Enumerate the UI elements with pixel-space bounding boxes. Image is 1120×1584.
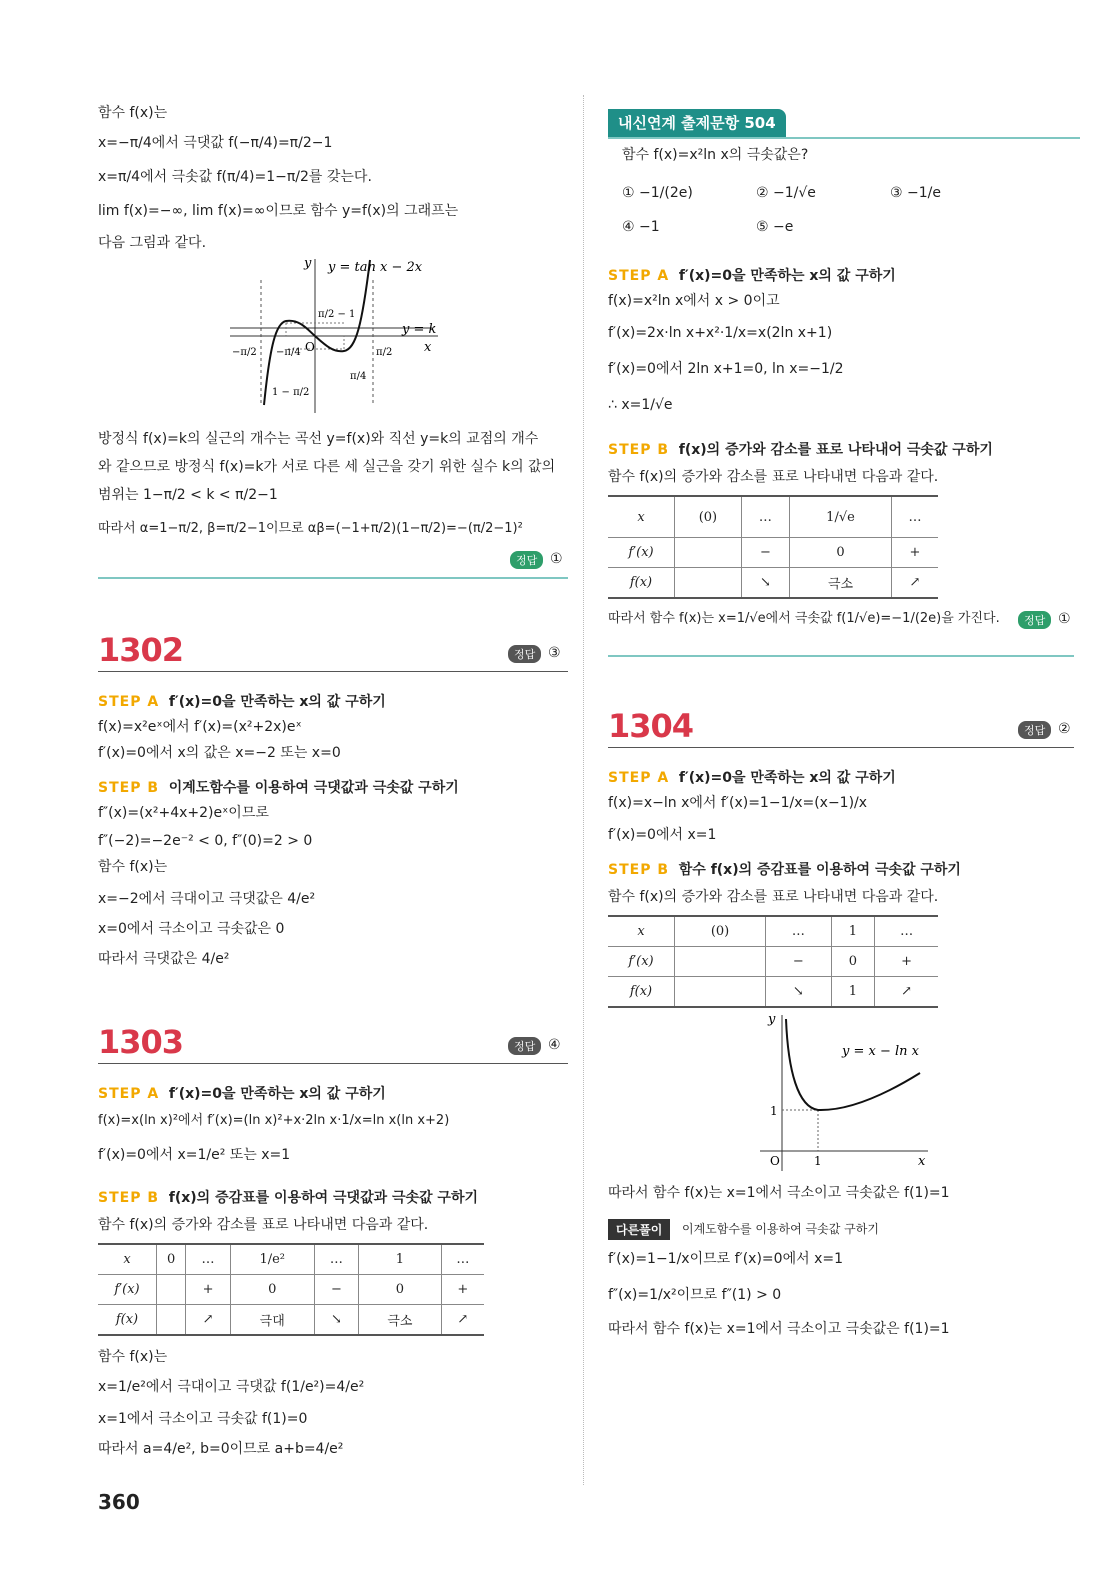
- problem-rule: [98, 671, 568, 672]
- table-cell: +: [892, 538, 939, 568]
- table-row: [98, 1244, 484, 1275]
- problem-rule: [98, 1063, 568, 1064]
- text-line: x=π/4에서 극솟값 f(π/4)=1−π/2를 갖는다.: [98, 169, 372, 185]
- text-line: 따라서 극댓값은 4/e²: [98, 951, 230, 967]
- table-cell: f(x): [98, 1305, 157, 1336]
- table-cell: ↘: [314, 1305, 358, 1336]
- text-line: x=0에서 극소이고 극솟값은 0: [98, 921, 285, 937]
- table-cell: 극소: [359, 1305, 442, 1336]
- text-line: 범위는 1−π/2 < k < π/2−1: [98, 487, 278, 503]
- table-cell: 극소: [790, 568, 892, 599]
- table-row: [608, 538, 938, 568]
- table-row: [608, 496, 938, 538]
- exam-link-banner: 내신연계 출제문항 504: [608, 109, 786, 137]
- table-cell: ↗: [186, 1305, 230, 1336]
- table-row: [608, 977, 938, 1008]
- table-cell: 1: [359, 1244, 442, 1275]
- table-cell: 0: [790, 538, 892, 568]
- step-a-title: f′(x)=0을 만족하는 x의 값 구하기: [168, 694, 386, 710]
- table-cell: …: [186, 1244, 230, 1275]
- y-axis-label: y: [768, 1012, 776, 1027]
- text-line: x=1에서 극소이고 극솟값 f(1)=0: [98, 1411, 308, 1427]
- table-cell: [675, 977, 766, 1008]
- choice-3: ③ −1/e: [890, 185, 941, 201]
- text-line: 함수 f(x)의 증가와 감소를 표로 나타내면 다음과 같다.: [608, 889, 939, 905]
- answer-number: ①: [550, 551, 563, 567]
- table-cell: (0): [675, 496, 742, 538]
- table-cell: f(x): [608, 977, 675, 1008]
- text-line: f″(x)=1/x²이므로 f″(1) > 0: [608, 1287, 782, 1303]
- table-cell: [157, 1275, 186, 1305]
- x-axis-label: x: [424, 340, 432, 355]
- table-cell: …: [314, 1244, 358, 1275]
- text-line: f′(x)=0에서 x의 값은 x=−2 또는 x=0: [98, 745, 341, 761]
- table-cell: −: [741, 538, 789, 568]
- table-cell: ↘: [766, 977, 832, 1008]
- step-a-heading: [98, 1083, 386, 1103]
- answer-badge: 정답: [510, 551, 543, 569]
- text-line: f(x)=x²ln x에서 x > 0이고: [608, 293, 780, 309]
- table-cell: [157, 1305, 186, 1336]
- increase-decrease-table: [608, 495, 938, 599]
- step-a-title: f′(x)=0을 만족하는 x의 값 구하기: [678, 268, 896, 284]
- table-cell: 0: [157, 1244, 186, 1275]
- tick-neg-quarter-pi: −π/4: [276, 347, 301, 358]
- step-a-tag: STEP A: [98, 694, 160, 710]
- table-cell: 극대: [230, 1305, 314, 1336]
- table-cell: +: [186, 1275, 230, 1305]
- step-b-title: 이계도함수를 이용하여 극댓값과 극솟값 구하기: [168, 780, 459, 796]
- problem-number: 1302: [98, 631, 184, 669]
- column-divider: [583, 95, 584, 1485]
- text-line: ∴ x=1/√e: [608, 397, 673, 413]
- tan-curve: [264, 260, 370, 405]
- origin-label: O: [770, 1154, 780, 1168]
- step-b-tag: STEP B: [608, 862, 670, 878]
- question-text: 함수 f(x)=x²ln x의 극솟값은?: [622, 147, 809, 163]
- text-line: 방정식 f(x)=k의 실근의 개수는 곡선 y=f(x)와 직선 y=k의 교점의 개수: [98, 431, 539, 447]
- page-number: 360: [98, 1490, 140, 1514]
- text-line: 따라서 함수 f(x)는 x=1에서 극소이고 극솟값은 f(1)=1: [608, 1321, 950, 1337]
- step-b-tag: STEP B: [98, 1190, 160, 1206]
- answer-badge: 정답: [508, 645, 541, 663]
- text-line: 함수 f(x)의 증가와 감소를 표로 나타내면 다음과 같다.: [608, 469, 939, 485]
- text-line: x=1/e²에서 극대이고 극댓값 f(1/e²)=4/e²: [98, 1379, 365, 1395]
- table-cell: f(x): [608, 568, 675, 599]
- table-cell: 1/e²: [230, 1244, 314, 1275]
- step-b-heading: [608, 859, 961, 879]
- text-line: 함수 f(x)의 증가와 감소를 표로 나타내면 다음과 같다.: [98, 1217, 429, 1233]
- origin-label: O: [305, 340, 315, 354]
- text-line: f′(x)=0에서 x=1/e² 또는 x=1: [98, 1147, 291, 1163]
- text-line: 따라서 α=1−π/2, β=π/2−1이므로 αβ=(−1+π/2)(1−π/2)=−(π/2−1)²: [98, 521, 523, 536]
- max-value-label: π/2 − 1: [318, 309, 356, 320]
- step-a-heading: [98, 691, 386, 711]
- table-cell: 1/√e: [790, 496, 892, 538]
- answer-number: ②: [1058, 721, 1071, 737]
- section-divider: [608, 655, 1074, 657]
- text-line: 다음 그림과 같다.: [98, 235, 207, 251]
- table-cell: [675, 947, 766, 977]
- x-minus-lnx-graph: [758, 1011, 938, 1181]
- alt-solution-title: 이계도함수를 이용하여 극솟값 구하기: [682, 1222, 879, 1236]
- text-line: f′(x)=0에서 x=1: [608, 827, 717, 843]
- step-b-title: f(x)의 증감표를 이용하여 극댓값과 극솟값 구하기: [168, 1190, 479, 1206]
- table-row: [608, 568, 938, 599]
- text-line: f″(−2)=−2e⁻² < 0, f″(0)=2 > 0: [98, 833, 313, 849]
- problem-rule: [608, 747, 1074, 748]
- choice-2: ② −1/√e: [756, 185, 816, 201]
- table-row: [98, 1305, 484, 1336]
- conclusion-text: 따라서 함수 f(x)는 x=1에서 극소이고 극솟값은 f(1)=1: [608, 1185, 950, 1201]
- step-b-heading: [98, 1187, 478, 1207]
- text-line: f′(x)=1−1/x이므로 f′(x)=0에서 x=1: [608, 1251, 843, 1267]
- text-line: 와 같으므로 방정식 f(x)=k가 서로 다른 세 실근을 갖기 위한 실수 k의 값의: [98, 459, 556, 475]
- table-cell: ↘: [741, 568, 789, 599]
- table-cell: x: [608, 496, 675, 538]
- answer-badge: 정답: [1018, 611, 1051, 629]
- text-line: x=−π/4에서 극댓값 f(−π/4)=π/2−1: [98, 135, 333, 151]
- table-cell: 0: [230, 1275, 314, 1305]
- table-cell: 1: [831, 977, 875, 1008]
- increase-decrease-table: [98, 1243, 484, 1336]
- step-a-tag: STEP A: [608, 770, 670, 786]
- text-line: f(x)=x−ln x에서 f′(x)=1−1/x=(x−1)/x: [608, 795, 868, 811]
- problem-number: 1304: [608, 707, 694, 745]
- choice-4: ④ −1: [622, 219, 660, 235]
- step-b-title: 함수 f(x)의 증감표를 이용하여 극솟값 구하기: [678, 862, 961, 878]
- step-b-heading: [608, 439, 993, 459]
- table-cell: …: [441, 1244, 484, 1275]
- text-line: x=−2에서 극대이고 극댓값은 4/e²: [98, 891, 316, 907]
- curve: [786, 1019, 920, 1110]
- x-axis-label: x: [918, 1154, 926, 1169]
- increase-decrease-table: [608, 915, 938, 1008]
- table-cell: ↗: [892, 568, 939, 599]
- text-line: f(x)=x²eˣ에서 f′(x)=(x²+2x)eˣ: [98, 719, 302, 735]
- step-b-tag: STEP B: [608, 442, 670, 458]
- choice-5: ⑤ −e: [756, 219, 794, 235]
- tick-half-pi: π/2: [376, 347, 393, 358]
- tick-x-1: 1: [814, 1154, 822, 1168]
- text-line: f′(x)=2x·ln x+x²·1/x=x(2ln x+1): [608, 325, 833, 341]
- answer-number: ④: [548, 1037, 561, 1053]
- text-line: f″(x)=(x²+4x+2)eˣ이므로: [98, 805, 269, 821]
- text-line: 함수 f(x)는: [98, 859, 168, 875]
- alt-solution-tag: 다른풀이: [608, 1219, 670, 1240]
- table-row: [608, 947, 938, 977]
- table-cell: …: [766, 916, 832, 947]
- tick-y-1: 1: [770, 1104, 778, 1118]
- curve-label: y = x − ln x: [842, 1044, 919, 1059]
- table-cell: 0: [831, 947, 875, 977]
- banner-rule: [608, 137, 1080, 139]
- table-cell: [675, 538, 742, 568]
- step-a-heading: [608, 767, 896, 787]
- text-line: lim f(x)=−∞, lim f(x)=∞이므로 함수 y=f(x)의 그래프는: [98, 203, 459, 219]
- table-cell: f′(x): [98, 1275, 157, 1305]
- section-divider: [98, 577, 568, 579]
- text-line: 함수 f(x)는: [98, 1349, 168, 1365]
- step-b-heading: [98, 777, 459, 797]
- step-a-title: f′(x)=0을 만족하는 x의 값 구하기: [168, 1086, 386, 1102]
- min-value-label: 1 − π/2: [272, 387, 310, 398]
- answer-badge: 정답: [508, 1037, 541, 1055]
- table-cell: …: [741, 496, 789, 538]
- table-cell: f′(x): [608, 947, 675, 977]
- table-cell: …: [875, 916, 938, 947]
- table-cell: +: [875, 947, 938, 977]
- step-a-tag: STEP A: [98, 1086, 160, 1102]
- table-cell: f′(x): [608, 538, 675, 568]
- y-axis-label: y: [304, 256, 312, 271]
- table-cell: −: [766, 947, 832, 977]
- table-cell: 1: [831, 916, 875, 947]
- text-line: f(x)=x(ln x)²에서 f′(x)=(ln x)²+x·2ln x·1/x=ln x(ln x+2): [98, 1113, 450, 1128]
- table-cell: ↗: [875, 977, 938, 1008]
- table-cell: (0): [675, 916, 766, 947]
- problem-number: 1303: [98, 1023, 184, 1061]
- step-a-tag: STEP A: [608, 268, 670, 284]
- table-cell: ↗: [441, 1305, 484, 1336]
- table-cell: +: [441, 1275, 484, 1305]
- table-row: [608, 916, 938, 947]
- table-cell: 0: [359, 1275, 442, 1305]
- curve-label: y = tan x − 2x: [328, 260, 423, 275]
- table-row: [98, 1275, 484, 1305]
- step-b-title: f(x)의 증가와 감소를 표로 나타내어 극솟값 구하기: [678, 442, 993, 458]
- text-line: 따라서 a=4/e², b=0이므로 a+b=4/e²: [98, 1441, 344, 1457]
- table-cell: x: [98, 1244, 157, 1275]
- choice-1: ① −1/(2e): [622, 185, 693, 201]
- conclusion-text: 따라서 함수 f(x)는 x=1/√e에서 극솟값 f(1/√e)=−1/(2e)을 가진다.: [608, 611, 1000, 626]
- step-b-tag: STEP B: [98, 780, 160, 796]
- step-a-title: f′(x)=0을 만족하는 x의 값 구하기: [678, 770, 896, 786]
- table-cell: …: [892, 496, 939, 538]
- tan-graph: [228, 255, 448, 415]
- answer-badge: 정답: [1018, 721, 1051, 739]
- text-line: f′(x)=0에서 2ln x+1=0, ln x=−1/2: [608, 361, 844, 377]
- answer-number: ③: [548, 645, 561, 661]
- table-cell: x: [608, 916, 675, 947]
- tick-quarter-pi: π/4: [350, 371, 367, 382]
- table-cell: [675, 568, 742, 599]
- line-label: y = k: [402, 322, 437, 337]
- table-cell: −: [314, 1275, 358, 1305]
- answer-number: ①: [1058, 611, 1071, 627]
- tick-neg-half-pi: −π/2: [232, 347, 257, 358]
- step-a-heading: [608, 265, 896, 285]
- text-line: 함수 f(x)는: [98, 105, 168, 121]
